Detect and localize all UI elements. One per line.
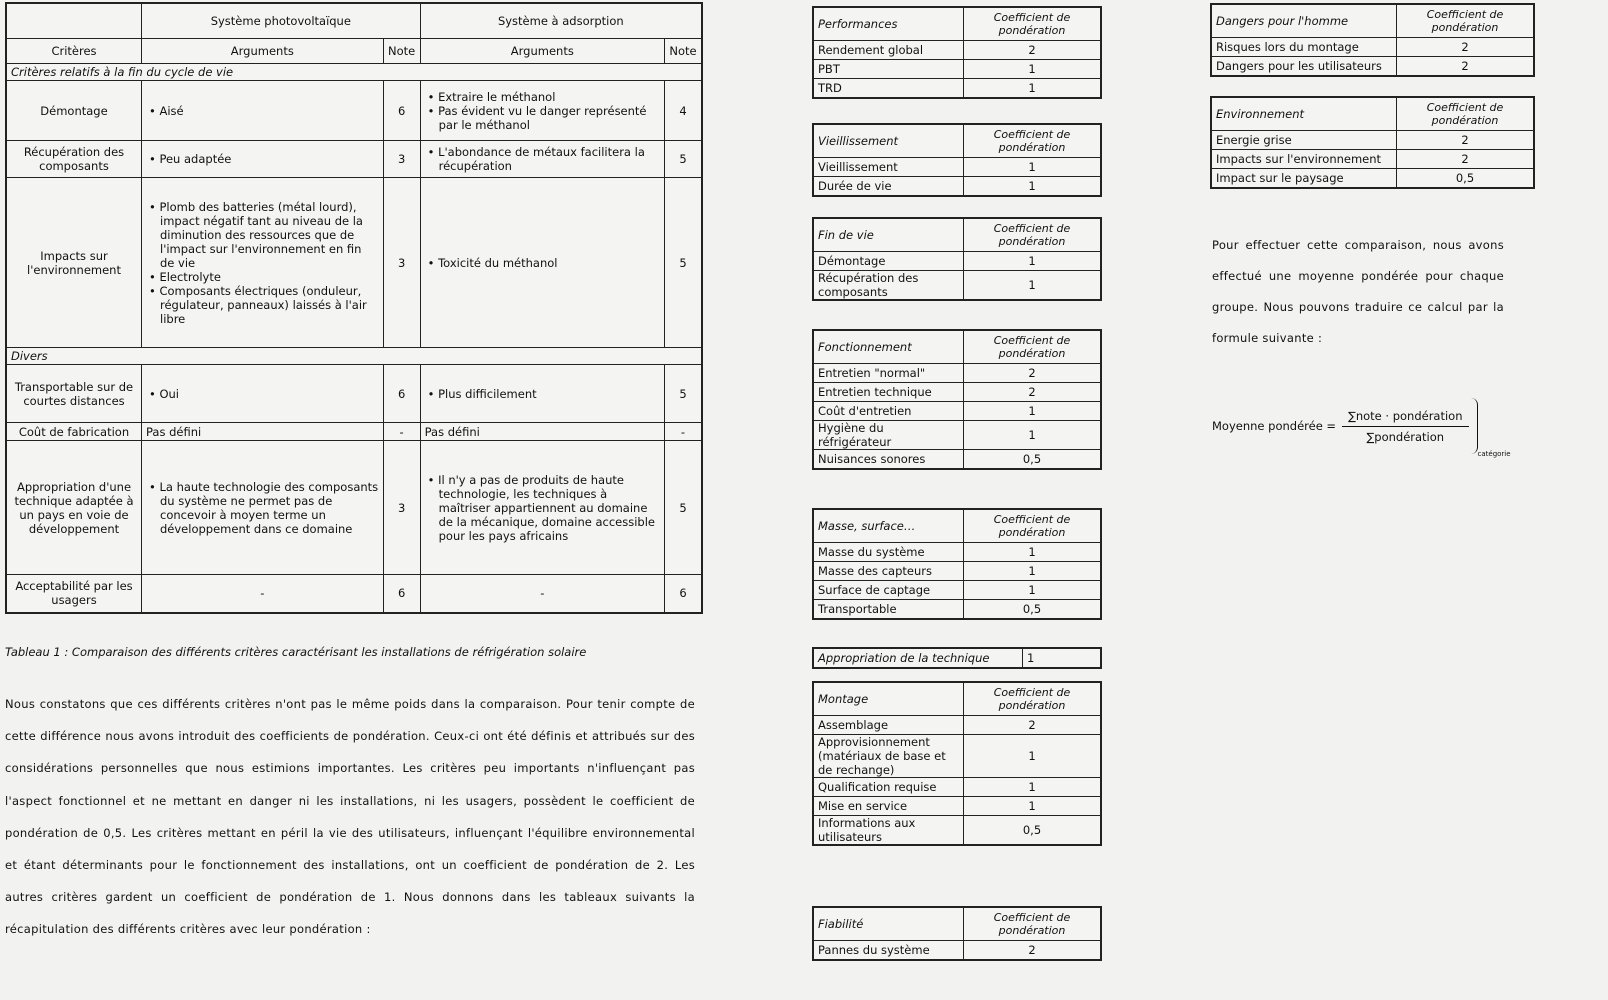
argument-item: • Aisé xyxy=(160,104,379,118)
weight-criterion: Surface de captage xyxy=(813,581,964,600)
weight-criterion: Entretien technique xyxy=(813,383,964,402)
weight-criterion: Impacts sur l'environnement xyxy=(1211,150,1397,169)
ads-note: 5 xyxy=(665,365,703,423)
table-row xyxy=(813,79,1101,99)
critere: Acceptabilité par les usagers xyxy=(6,575,142,613)
table-row xyxy=(813,648,1101,668)
weight-value: 1 xyxy=(964,252,1102,271)
coef-header: Coefficient de pondération xyxy=(964,682,1102,716)
pv-note-header: Note xyxy=(383,39,420,64)
coef-header: Coefficient de pondération xyxy=(964,218,1102,252)
critere: Transportable sur de courtes distances xyxy=(6,365,142,423)
weight-criterion: Rendement global xyxy=(813,41,964,60)
weight-criterion: Transportable xyxy=(813,600,964,620)
section-title: Critères relatifs à la fin du cycle de vie xyxy=(6,64,702,81)
weight-header-row xyxy=(1211,4,1534,38)
weight-value: 0,5 xyxy=(964,600,1102,620)
critere: Démontage xyxy=(6,81,142,141)
pv-note: 6 xyxy=(383,81,420,141)
pv-note: 3 xyxy=(383,141,420,178)
weight-value: 1 xyxy=(964,158,1102,177)
pv-arguments xyxy=(142,141,384,178)
ads-header: Système à adsorption xyxy=(420,3,702,39)
table-caption: Tableau 1 : Comparaison des différents critères caractérisant les installations de réfrigération solaire xyxy=(5,645,587,659)
weight-table-title: Dangers pour l'homme xyxy=(1211,4,1397,38)
weighted-average-formula xyxy=(1212,398,1511,458)
ads-arguments: - xyxy=(420,575,664,613)
pv-header: Système photovoltaïque xyxy=(142,3,421,39)
table-row xyxy=(813,158,1101,177)
table-row xyxy=(6,178,702,348)
table-row xyxy=(1211,38,1534,57)
weight-value: 1 xyxy=(964,79,1102,99)
weight-value: 0,5 xyxy=(1397,169,1535,189)
weight-value: 2 xyxy=(1397,150,1535,169)
weight-header-row xyxy=(813,218,1101,252)
section-title: Divers xyxy=(6,348,702,365)
weight-value: 1 xyxy=(964,562,1102,581)
weight-criterion: Mise en service xyxy=(813,797,964,816)
weight-criterion: Hygiène du réfrigérateur xyxy=(813,421,964,450)
weight-value: 0,5 xyxy=(964,450,1102,470)
table-row xyxy=(813,60,1101,79)
weight-criterion: Informations aux utilisateurs xyxy=(813,816,964,846)
weight-value: 1 xyxy=(964,778,1102,797)
table-row xyxy=(813,383,1101,402)
table-row xyxy=(813,600,1101,620)
weight-criterion: Vieillissement xyxy=(813,158,964,177)
weight-criterion: Entretien "normal" xyxy=(813,364,964,383)
ads-note-header: Note xyxy=(665,39,703,64)
argument-item: • Plus difficilement xyxy=(439,387,660,401)
weight-criterion: Risques lors du montage xyxy=(1211,38,1397,57)
weight-table-title: Performances xyxy=(813,7,964,41)
weight-criterion: Energie grise xyxy=(1211,131,1397,150)
body-paragraph: Nous constatons que ces différents critères n'ont pas le même poids dans la comparaison. Pour tenir compte de cette différence nous avons introduit des coefficients de pondération. Ceux-ci ont été définis et attribués sur des considérations personnelles que nous estimions importantes. Les critères peu importants n'influençant pas l'aspect fonctionnel et ne mettant en danger ni les installations, ni les usagers, possèdent le coefficient de pondération de 0,5. Les critères mettant en péril la vie des utilisateurs, influençant l'équilibre environnemental et étant déterminants pour le fonctionnement des installations, ont un coefficient de pondération de 2. Les autres critères gardent un coefficient de pondération de 1. Nous donnons dans les tableaux suivants la récapitulation des différents critères avec leur pondération : xyxy=(5,697,695,937)
weight-table xyxy=(812,906,1102,961)
table-row xyxy=(813,41,1101,60)
weight-table xyxy=(1210,96,1535,189)
weight-criterion: Pannes du système xyxy=(813,941,964,961)
weight-table xyxy=(812,123,1102,197)
ads-arguments: Pas défini xyxy=(420,423,664,441)
argument-item: • Extraire le méthanol xyxy=(439,90,660,104)
ads-note: 5 xyxy=(665,141,703,178)
table-row xyxy=(813,271,1101,301)
formula-subscript: catégorie xyxy=(1477,450,1511,458)
argument-item: • Plomb des batteries (métal lourd), impact négatif tant au niveau de la diminution des ressources que de l'impact sur l'environnement en fin de vie xyxy=(160,200,379,270)
argument-item: • Pas évident vu le danger représenté par le méthanol xyxy=(439,104,660,132)
coef-header: Coefficient de pondération xyxy=(1397,97,1535,131)
weight-header-row xyxy=(813,907,1101,941)
ads-arguments xyxy=(420,441,664,575)
ads-note: 5 xyxy=(665,441,703,575)
coef-header: Coefficient de pondération xyxy=(964,509,1102,543)
table-row xyxy=(813,543,1101,562)
weight-value: 2 xyxy=(964,364,1102,383)
weight-criterion: Approvisionnement (matériaux de base et de rechange) xyxy=(813,735,964,778)
table-row xyxy=(813,778,1101,797)
table-row xyxy=(1211,57,1534,77)
weight-criterion: Assemblage xyxy=(813,716,964,735)
pv-note: - xyxy=(383,423,420,441)
ads-note: - xyxy=(665,423,703,441)
weight-value: 1 xyxy=(1023,648,1102,668)
argument-item: • L'abondance de métaux facilitera la récupération xyxy=(439,145,660,173)
weight-value: 1 xyxy=(964,581,1102,600)
table-row xyxy=(813,797,1101,816)
weight-table-title: Masse, surface… xyxy=(813,509,964,543)
weight-table-title: Fonctionnement xyxy=(813,330,964,364)
table-row xyxy=(1211,131,1534,150)
pv-arguments xyxy=(142,365,384,423)
critere: Récupération des composants xyxy=(6,141,142,178)
weight-header-row xyxy=(1211,97,1534,131)
weight-table-title: Fiabilité xyxy=(813,907,964,941)
pv-arguments xyxy=(142,441,384,575)
weight-table xyxy=(812,647,1102,669)
weight-value: 0,5 xyxy=(964,816,1102,846)
weight-value: 1 xyxy=(964,402,1102,421)
weight-table-title: Vieillissement xyxy=(813,124,964,158)
pv-note: 6 xyxy=(383,365,420,423)
pv-note: 6 xyxy=(383,575,420,613)
table-row xyxy=(813,941,1101,961)
table-row xyxy=(813,450,1101,470)
weight-table-title: Environnement xyxy=(1211,97,1397,131)
argument-item: • Il n'y a pas de produits de haute technologie, les techniques à maîtriser appartiennent au domaine de la mécanique, domaine accessible pour les pays africains xyxy=(439,473,660,543)
argument-item: • Peu adaptée xyxy=(160,152,379,166)
weight-table-title: Montage xyxy=(813,682,964,716)
weight-value: 2 xyxy=(964,383,1102,402)
coef-header: Coefficient de pondération xyxy=(964,7,1102,41)
ads-arguments xyxy=(420,178,664,348)
pv-arguments xyxy=(142,178,384,348)
pv-note: 3 xyxy=(383,441,420,575)
section-row xyxy=(6,64,702,81)
weight-criterion: PBT xyxy=(813,60,964,79)
table-row xyxy=(813,735,1101,778)
table-row xyxy=(813,252,1101,271)
weight-table xyxy=(812,217,1102,301)
section-row xyxy=(6,348,702,365)
argument-item: • Oui xyxy=(160,387,379,401)
pv-note: 3 xyxy=(383,178,420,348)
weight-value: 2 xyxy=(1397,38,1535,57)
weight-value: 1 xyxy=(964,543,1102,562)
weight-header-row xyxy=(813,7,1101,41)
ads-arguments xyxy=(420,365,664,423)
weight-criterion: Récupération des composants xyxy=(813,271,964,301)
weight-value: 2 xyxy=(1397,57,1535,77)
weight-header-row xyxy=(813,124,1101,158)
ads-note: 5 xyxy=(665,178,703,348)
critere: Appropriation d'une technique adaptée à un pays en voie de développement xyxy=(6,441,142,575)
header-row xyxy=(6,3,702,39)
ads-arguments xyxy=(420,81,664,141)
table-row xyxy=(1211,150,1534,169)
weight-criterion: TRD xyxy=(813,79,964,99)
weight-value: 2 xyxy=(964,41,1102,60)
subheader-row xyxy=(6,39,702,64)
table-row xyxy=(813,364,1101,383)
weight-table xyxy=(812,681,1102,846)
weight-criterion: Masse du système xyxy=(813,543,964,562)
coef-header: Coefficient de pondération xyxy=(964,907,1102,941)
table-row xyxy=(6,441,702,575)
weight-criterion: Dangers pour les utilisateurs xyxy=(1211,57,1397,77)
weight-criterion: Durée de vie xyxy=(813,177,964,197)
table-row xyxy=(6,423,702,441)
weight-header-row xyxy=(813,330,1101,364)
weight-table-title: Fin de vie xyxy=(813,218,964,252)
weight-criterion: Nuisances sonores xyxy=(813,450,964,470)
argument-item: • La haute technologie des composants du système ne permet pas de concevoir à moyen terme un développement dans ce domaine xyxy=(160,480,379,536)
table-row xyxy=(813,581,1101,600)
ads-arguments xyxy=(420,141,664,178)
weight-value: 2 xyxy=(964,941,1102,961)
coef-header: Coefficient de pondération xyxy=(964,124,1102,158)
table-row xyxy=(813,716,1101,735)
weight-header-row xyxy=(813,682,1101,716)
weight-value: 1 xyxy=(964,271,1102,301)
table-row xyxy=(813,421,1101,450)
weight-table xyxy=(812,6,1102,99)
argument-item: • Electrolyte xyxy=(160,270,379,284)
formula-denominator: ∑pondération xyxy=(1366,429,1445,444)
weight-criterion: Qualification requise xyxy=(813,778,964,797)
criteres-header: Critères xyxy=(6,39,142,64)
empty-header xyxy=(6,3,142,39)
coef-header: Coefficient de pondération xyxy=(964,330,1102,364)
table-row xyxy=(6,365,702,423)
critere: Impacts sur l'environnement xyxy=(6,178,142,348)
weight-table xyxy=(1210,3,1535,77)
formula-lhs: Moyenne pondérée = xyxy=(1212,419,1337,433)
table-row xyxy=(813,816,1101,846)
pv-arguments xyxy=(142,81,384,141)
weight-value: 1 xyxy=(964,735,1102,778)
weight-criterion: Masse des capteurs xyxy=(813,562,964,581)
table-row xyxy=(813,177,1101,197)
weight-header-row xyxy=(813,509,1101,543)
argument-item: • Toxicité du méthanol xyxy=(439,256,660,270)
table-row xyxy=(813,402,1101,421)
formula-numerator: ∑note · pondération xyxy=(1342,409,1468,427)
table-row xyxy=(6,575,702,613)
table-row xyxy=(6,141,702,178)
weight-criterion: Démontage xyxy=(813,252,964,271)
method-paragraph: Pour effectuer cette comparaison, nous avons effectué une moyenne pondérée pour chaque groupe. Nous pouvons traduire ce calcul par la formule suivante : xyxy=(1212,238,1504,345)
pv-arguments-header: Arguments xyxy=(142,39,384,64)
ads-arguments-header: Arguments xyxy=(420,39,664,64)
weight-table-title: Appropriation de la technique xyxy=(813,648,1023,668)
ads-note: 4 xyxy=(665,81,703,141)
weight-value: 1 xyxy=(964,797,1102,816)
table-row xyxy=(6,81,702,141)
weight-value: 1 xyxy=(964,177,1102,197)
weight-criterion: Coût d'entretien xyxy=(813,402,964,421)
weight-value: 1 xyxy=(964,421,1102,450)
critere: Coût de fabrication xyxy=(6,423,142,441)
ads-note: 6 xyxy=(665,575,703,613)
weight-table xyxy=(812,508,1102,620)
comparison-table xyxy=(5,2,703,614)
table-row xyxy=(813,562,1101,581)
pv-arguments: Pas défini xyxy=(142,423,384,441)
weight-value: 1 xyxy=(964,60,1102,79)
weight-value: 2 xyxy=(964,716,1102,735)
coef-header: Coefficient de pondération xyxy=(1397,4,1535,38)
argument-item: • Composants électriques (onduleur, régulateur, panneaux) laissés à l'air libre xyxy=(160,284,379,326)
table-row xyxy=(1211,169,1534,189)
weight-criterion: Impact sur le paysage xyxy=(1211,169,1397,189)
weight-value: 2 xyxy=(1397,131,1535,150)
weight-table xyxy=(812,329,1102,470)
formula-bracket xyxy=(1471,398,1478,454)
pv-arguments: - xyxy=(142,575,384,613)
